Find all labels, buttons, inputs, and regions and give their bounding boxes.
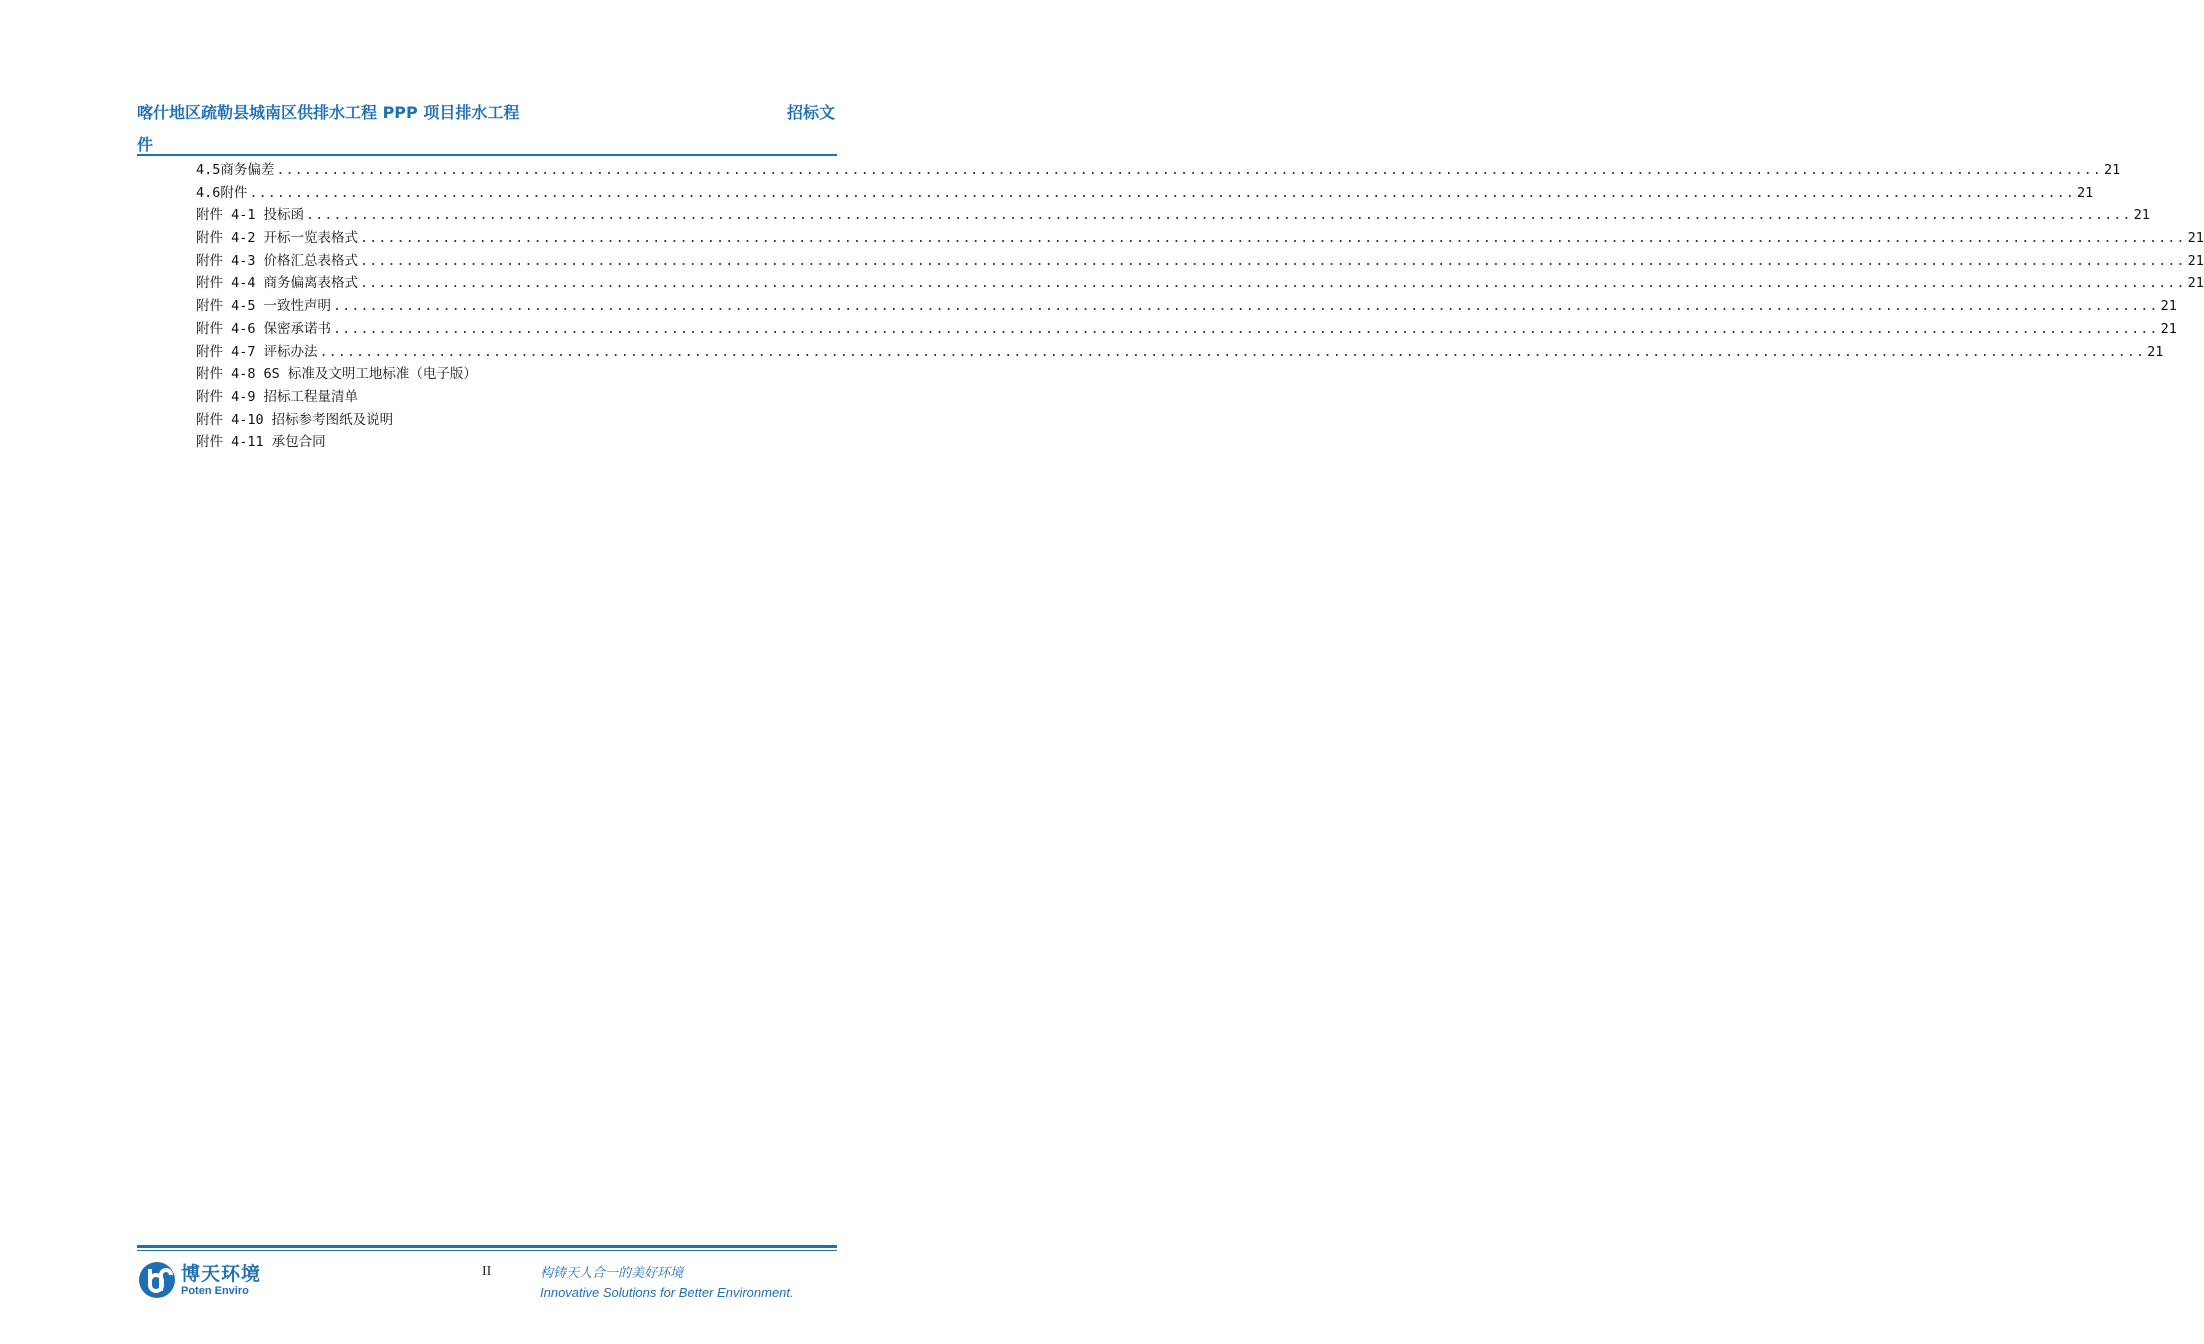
company-logo [137, 1258, 267, 1302]
toc-entry-title: 开标一览表格式 [263, 230, 359, 247]
toc-entry-leader-dots: ........................................................................................................................................................................................................ [360, 275, 2186, 292]
toc-entry[interactable] [196, 430, 836, 453]
toc-entry-number: 附件 4-3 [196, 252, 256, 269]
document-header-type: 招标文 [786, 103, 835, 122]
toc-entry[interactable] [196, 340, 2164, 363]
toc-entry-leader-dots: ........................................................................................................................................................................................................ [360, 252, 2186, 269]
toc-entry-leader-dots: ........................................................................................................................................................................................................ [276, 162, 2102, 178]
toc-entry-number: 附件 4-11 [196, 434, 264, 451]
toc-entry[interactable] [196, 385, 836, 408]
document-header-title: 喀什地区疏勒县城南区供排水工程 PPP 项目排水工程 [137, 103, 520, 122]
toc-entry-title: 招标参考图纸及说明 [271, 411, 394, 428]
slogan-chinese: 构铸天人合一的美好环境 [540, 1266, 684, 1281]
header-divider [137, 154, 837, 156]
toc-entry-number: 附件 4-6 [196, 320, 256, 337]
toc-entry-title: 价格汇总表格式 [263, 252, 359, 269]
toc-entry-title: 招标工程量清单 [263, 388, 359, 405]
toc-entry-number: 4.5 [196, 162, 221, 178]
toc-entry-page: 21 [2103, 162, 2121, 178]
toc-entry-number: 附件 4-5 [196, 298, 256, 315]
toc-entry-title: 6S 标准及文明工地标准（电子版） [263, 366, 477, 383]
table-of-contents [196, 158, 2204, 453]
toc-entry-page: 21 [2147, 343, 2164, 360]
toc-entry-page: 21 [2160, 298, 2177, 315]
toc-entry[interactable] [196, 408, 836, 431]
footer-divider-thin [137, 1250, 837, 1251]
toc-entry-number: 附件 4-7 [196, 343, 256, 360]
toc-entry-number: 4.6 [196, 184, 221, 201]
toc-entry-leader-dots: ........................................................................................................................................................................................................ [319, 343, 2146, 360]
toc-entry-number: 附件 4-10 [196, 411, 264, 428]
toc-entry[interactable] [196, 294, 2177, 317]
toc-entry[interactable] [196, 362, 836, 385]
toc-entry[interactable] [196, 317, 2177, 340]
toc-entry-page: 21 [2133, 207, 2150, 224]
toc-entry-leader-dots: ........................................................................................................................................................................................................ [249, 184, 2075, 201]
toc-entry[interactable] [196, 226, 2204, 249]
toc-entry-number: 附件 4-2 [196, 230, 256, 247]
toc-entry-title: 一致性声明 [263, 298, 332, 315]
toc-entry-page: 21 [2160, 320, 2177, 337]
toc-entry[interactable] [196, 271, 2204, 294]
toc-entry[interactable] [196, 181, 2094, 204]
toc-entry-title: 评标办法 [263, 343, 318, 360]
document-header-type-wrap: 件 [137, 135, 154, 154]
toc-entry-page: 21 [2076, 184, 2094, 201]
toc-entry[interactable] [196, 249, 2204, 272]
toc-entry-number: 附件 4-9 [196, 388, 256, 405]
toc-entry[interactable] [196, 203, 2150, 226]
toc-entry-title: 投标函 [263, 207, 305, 224]
toc-entry-title: 保密承诺书 [263, 320, 332, 337]
toc-entry-page: 21 [2187, 230, 2204, 247]
toc-entry[interactable] [196, 158, 2121, 181]
toc-entry-leader-dots: ........................................................................................................................................................................................................ [333, 320, 2159, 337]
toc-entry-page: 21 [2187, 275, 2204, 292]
toc-entry-number: 附件 4-8 [196, 366, 256, 383]
toc-entry-leader-dots: ........................................................................................................................................................................................................ [333, 298, 2159, 315]
toc-entry-page: 21 [2187, 252, 2204, 269]
toc-entry-leader-dots: ........................................................................................................................................................................................................ [306, 207, 2132, 224]
toc-entry-leader-dots: ........................................................................................................................................................................................................ [360, 230, 2186, 247]
slogan-english: Innovative Solutions for Better Environment. [540, 1285, 794, 1300]
toc-entry-title: 商务偏差 [220, 162, 275, 178]
logo-chinese-name: 博天环境 [181, 1263, 262, 1285]
page-number: II [482, 1264, 492, 1279]
footer-divider-thick [137, 1245, 837, 1248]
toc-entry-title: 承包合同 [271, 434, 326, 451]
toc-entry-number: 附件 4-1 [196, 207, 256, 224]
logo-english-name: Poten Enviro [181, 1285, 249, 1297]
poten-logo-icon [137, 1260, 177, 1300]
toc-entry-title: 附件 [220, 184, 248, 201]
toc-entry-number: 附件 4-4 [196, 275, 256, 292]
toc-entry-title: 商务偏离表格式 [263, 275, 359, 292]
